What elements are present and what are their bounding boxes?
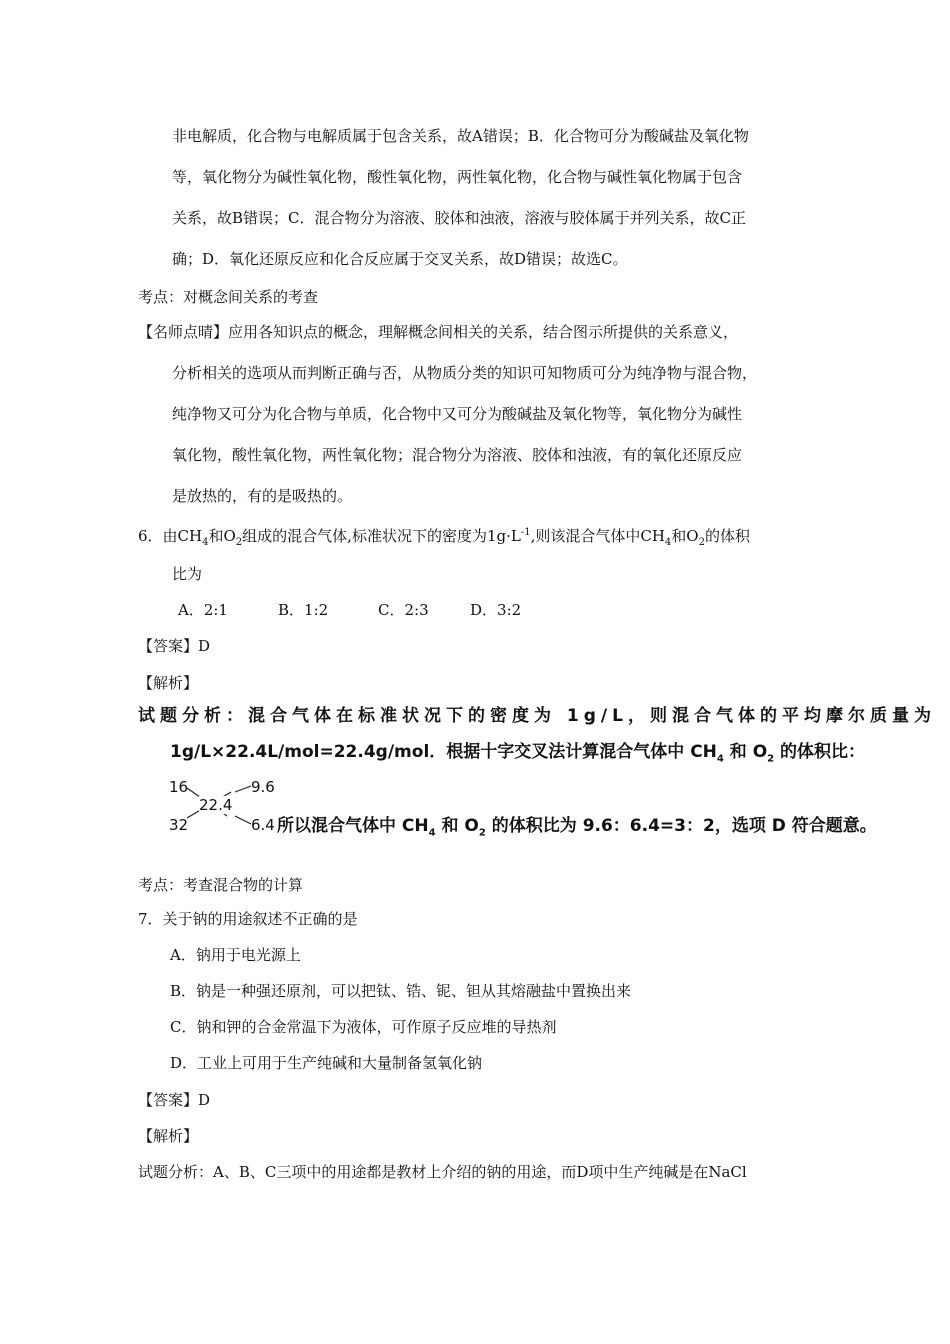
cross-method-diagram [165, 776, 275, 836]
q7-analysis-label: 【解析】 [138, 1127, 199, 1145]
q7-answer: 【答案】D [138, 1091, 211, 1109]
q6-stem: 6．由$CH_4$和$O_2$组成的混合气体,标准状况下的密度为$1g\cdot L^{-1}$,则该混合气体中$CH_4$和$O_2$的体积 [138, 527, 750, 548]
q5-tip-line-1: 【名师点晴】应用各知识点的概念，理解概念间相关的关系，结合图示所提供的关系意义， [138, 323, 739, 341]
q5-tip-line-3: 纯净物又可分为化合物与单质，化合物中又可分为酸碱盐及氧化物等，氧化物分为碱性 [172, 405, 743, 423]
q7-option-b: B．钠是一种强还原剂，可以把钛、锆、铌、钽从其熔融盐中置换出来 [170, 982, 632, 1000]
q6-answer: 【答案】D [138, 637, 211, 655]
q5-analysis-line-3: 关系，故B错误；C．混合物分为溶液、胶体和浊液，溶液与胶体属于并列关系，故C正 [172, 209, 746, 227]
q7-option-c: C．钠和钾的合金常温下为液体，可作原子反应堆的导热剂 [170, 1018, 557, 1036]
q7-stem: 7．关于钠的用途叙述不正确的是 [138, 910, 358, 928]
q5-tip-line-4: 氧化物，酸性氧化物，两性氧化物；混合物分为溶液、胶体和浊液，有的氧化还原反应 [172, 446, 743, 464]
cross-line-tr [235, 786, 251, 792]
cross-center: 22.4 [199, 796, 233, 814]
q5-tip-line-5: 是放热的，有的是吸热的。 [172, 487, 353, 505]
q6-kaodian: 考点：考查混合物的计算 [138, 876, 304, 894]
q5-analysis-line-2: 等，氧化物分为碱性氧化物，酸性氧化物，两性氧化物，化合物与碱性氧化物属于包含 [172, 168, 743, 186]
q7-option-d: D．工业上可用于生产纯碱和大量制备氢氧化钠 [170, 1054, 483, 1072]
q6-analysis-line-2: 1g/L×22.4L/mol=22.4g/mol．根据十字交叉法计算混合气体中 $CH_4$ 和 $O_2$ 的体积比： [170, 742, 866, 765]
cross-line-br [235, 816, 251, 824]
cross-top-left: 16 [169, 778, 189, 796]
cross-bottom-right: 6.4 [251, 816, 275, 834]
q7-analysis-line-1: 试题分析：A、B、C三项中的用途都是教材上介绍的钠的用途，而D项中生产纯碱是在NaCl [138, 1163, 747, 1181]
q6-option-d: D．3:2 [470, 601, 522, 619]
q6-analysis-line-1: 试题分析：混合气体在标准状况下的密度为 1g/L，则混合气体的平均摩尔质量为 [138, 706, 936, 726]
q5-analysis-line-1: 非电解质，化合物与电解质属于包含关系，故A错误；B．化合物可分为酸碱盐及氧化物 [172, 127, 749, 145]
q6-analysis-label: 【解析】 [138, 674, 199, 692]
cross-top-right: 9.6 [251, 778, 275, 796]
q5-analysis-line-4: 确；D．氧化还原反应和化合反应属于交叉关系，故D错误；故选C。 [172, 250, 628, 268]
cross-bottom-left: 32 [169, 816, 189, 834]
q6-analysis-line-3: 所以混合气体中 $CH_4$ 和 $O_2$ 的体积比为 9.6：6.4=3：2，选项 D 符合题意。 [277, 816, 877, 839]
q5-kaodian: 考点：对概念间关系的考查 [138, 288, 319, 306]
q6-option-b: B．1:2 [278, 601, 329, 619]
q6-stem-cont: 比为 [172, 565, 203, 583]
q6-option-c: C．2:3 [378, 601, 429, 619]
q6-option-a: A．2:1 [178, 601, 228, 619]
q5-tip-line-2: 分析相关的选项从而判断正确与否，从物质分类的知识可知物质可分为纯净物与混合物， [172, 364, 758, 382]
q7-option-a: A．钠用于电光源上 [170, 946, 301, 964]
